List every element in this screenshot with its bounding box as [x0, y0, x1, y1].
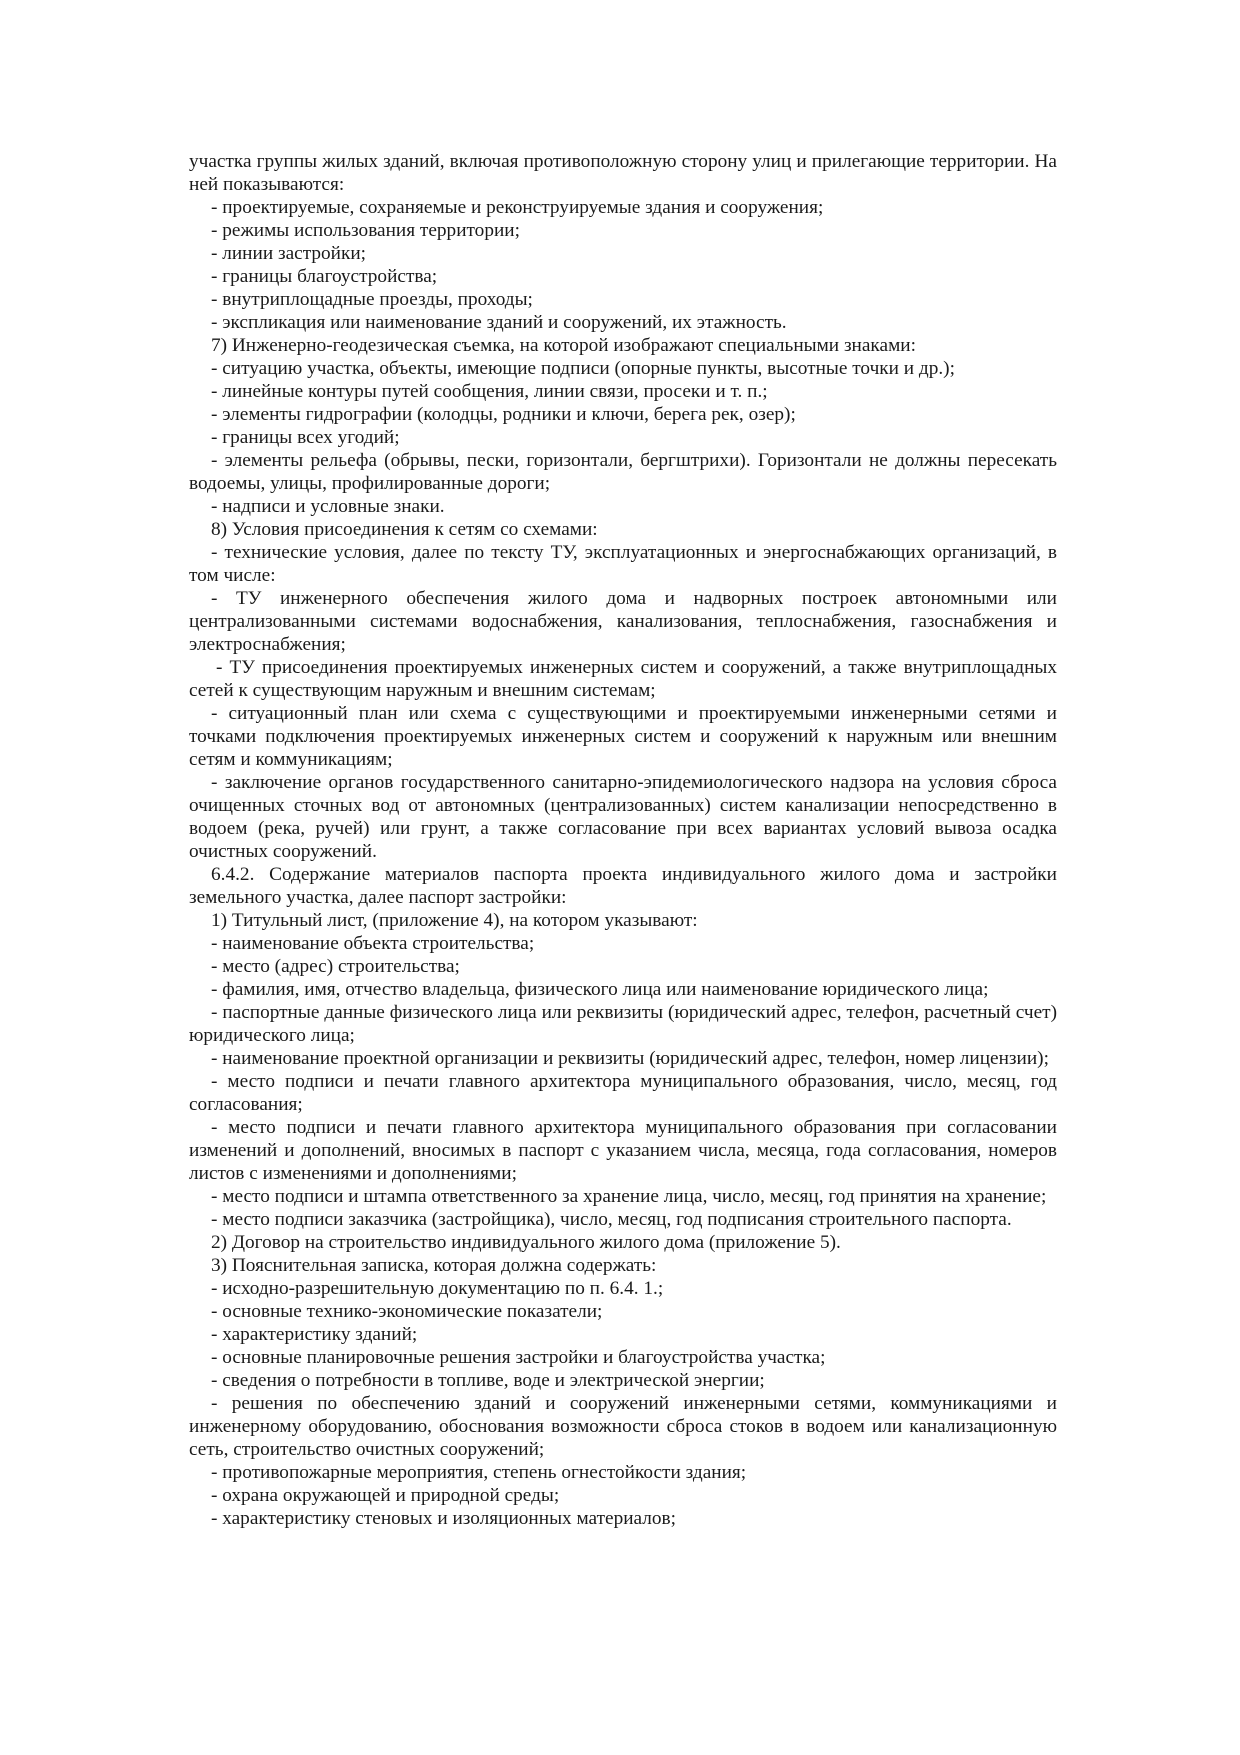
section-item-8: 8) Условия присоединения к сетям со схемами: [211, 519, 598, 540]
document-page [189, 150, 1057, 1530]
list-item: - место подписи и печати главного архитектора муниципального образования при согласовании изменений и дополнений, вносимых в паспорт с указанием числа, месяца, года согласования, номеров листов с изменениями и дополнениями; [189, 1117, 1057, 1184]
section-item-2: 2) Договор на строительство индивидуального жилого дома (приложение 5). [211, 1232, 841, 1253]
list-item: - наименование объекта строительства; [211, 933, 535, 954]
list-item: - технические условия, далее по тексту ТУ, эксплуатационных и энергоснабжающих организаций, в том числе: [189, 542, 1057, 586]
list-item: - место подписи заказчика (застройщика), число, месяц, год подписания строительного паспорта. [211, 1209, 1012, 1230]
list-item: - исходно-разрешительную документацию по п. 6.4. 1.; [211, 1278, 664, 1299]
list-item: - надписи и условные знаки. [211, 496, 445, 517]
list-item: - характеристику стеновых и изоляционных материалов; [211, 1508, 677, 1529]
list-item: - решения по обеспечению зданий и сооружений инженерными сетями, коммуникациями и инженерному оборудованию, обоснования возможности сброса стоков в водоем или канализационную сеть, строительство очистных сооружений; [189, 1393, 1057, 1460]
list-item: - противопожарные мероприятия, степень огнестойкости здания; [211, 1462, 747, 1483]
list-item: - ТУ присоединения проектируемых инженерных систем и сооружений, а также внутриплощадных сетей к существующим наружным и внешним системам; [189, 657, 1057, 701]
list-item: - место (адрес) строительства; [211, 956, 460, 977]
list-item: - линии застройки; [211, 243, 366, 264]
list-item: - место подписи и печати главного архитектора муниципального образования, число, месяц, год согласования; [189, 1071, 1057, 1115]
list-item: - характеристику зданий; [211, 1324, 418, 1345]
list-item: - основные технико-экономические показатели; [211, 1301, 603, 1322]
list-item: - ТУ инженерного обеспечения жилого дома и надворных построек автономными или централизованными системами водоснабжения, канализования, теплоснабжения, газоснабжения и электроснабжения; [189, 588, 1057, 655]
list-item: - сведения о потребности в топливе, воде и электрической энергии; [211, 1370, 765, 1391]
list-item: - экспликация или наименование зданий и сооружений, их этажность. [211, 312, 787, 333]
list-item: - ситуацию участка, объекты, имеющие подписи (опорные пункты, высотные точки и др.); [211, 358, 955, 379]
section-item-1: 1) Титульный лист, (приложение 4), на котором указывают: [211, 910, 698, 931]
section-6-4-2: 6.4.2. Содержание материалов паспорта проекта индивидуального жилого дома и застройки земельного участка, далее паспорт застройки: [189, 864, 1057, 908]
list-item: - ситуационный план или схема с существующими и проектируемыми инженерными сетями и точками подключения проектируемых инженерных систем и сооружений к наружным или внешним сетям и коммуникациям; [189, 703, 1057, 770]
section-item-3: 3) Пояснительная записка, которая должна содержать: [211, 1255, 657, 1276]
list-item: - элементы гидрографии (колодцы, родники и ключи, берега рек, озер); [211, 404, 796, 425]
list-item: - паспортные данные физического лица или реквизиты (юридический адрес, телефон, расчетный счет) юридического лица; [189, 1002, 1057, 1046]
list-item: - проектируемые, сохраняемые и реконструируемые здания и сооружения; [211, 197, 824, 218]
list-item: - охрана окружающей и природной среды; [211, 1485, 560, 1506]
list-item: - границы всех угодий; [211, 427, 400, 448]
list-item: - заключение органов государственного санитарно-эпидемиологического надзора на условия сброса очищенных сточных вод от автономных (централизованных) систем канализации непосредственно в водоем (река, ручей) или грунт, а также согласование при всех вариантах условий вывоза осадка очистных сооружений. [189, 772, 1057, 862]
list-item: - элементы рельефа (обрывы, пески, горизонтали, бергштрихи). Горизонтали не должны пересекать водоемы, улицы, профилированные дороги; [189, 450, 1057, 494]
section-item-7: 7) Инженерно-геодезическая съемка, на которой изображают специальными знаками: [211, 335, 916, 356]
list-item: - основные планировочные решения застройки и благоустройства участка; [211, 1347, 826, 1368]
list-item: - линейные контуры путей сообщения, линии связи, просеки и т. п.; [211, 381, 768, 402]
paragraph-continuation: участка группы жилых зданий, включая противоположную сторону улиц и прилегающие территории. На ней показываются: [189, 151, 1057, 195]
list-item: - режимы использования территории; [211, 220, 520, 241]
list-item: - фамилия, имя, отчество владельца, физического лица или наименование юридического лица; [211, 979, 989, 1000]
list-item: - наименование проектной организации и реквизиты (юридический адрес, телефон, номер лицензии); [211, 1048, 1049, 1069]
list-item: - внутриплощадные проезды, проходы; [211, 289, 533, 310]
list-item: - место подписи и штампа ответственного за хранение лица, число, месяц, год принятия на хранение; [211, 1186, 1047, 1207]
list-item: - границы благоустройства; [211, 266, 438, 287]
